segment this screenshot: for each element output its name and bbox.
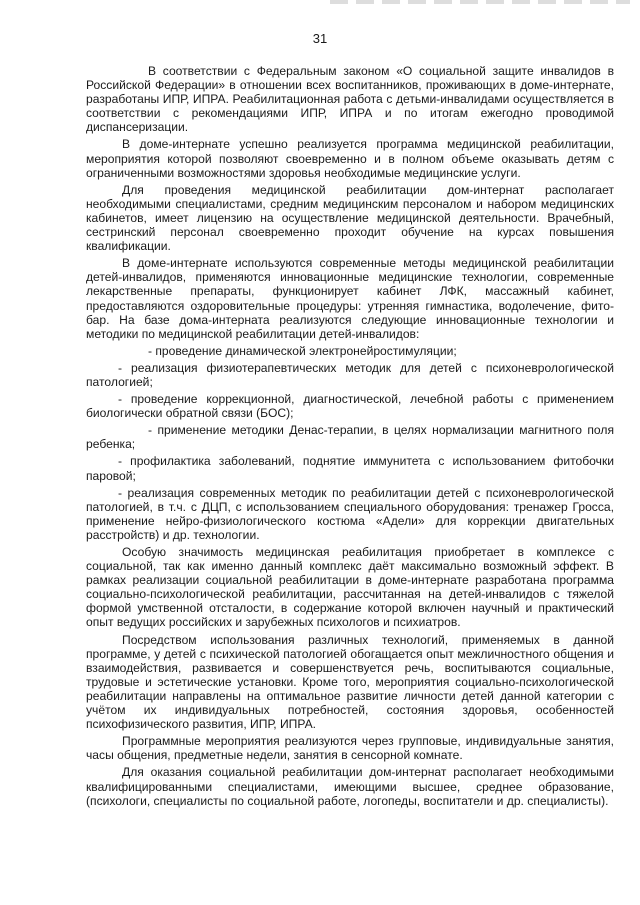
list-item: - проведение коррекционной, диагностической, лечебной работы с применением биологически обратной связи (БОС); (86, 392, 614, 421)
paragraph-technologies: Посредством использования различных технологий, применяемых в данной программе, у детей с психической патологией обогащается опыт межличностного общения и взаимодействия, развивается и совершенствуется речь, воспитываются социальные, трудовые и эстетические установки. Кроме того, мероприятия социально-психологической реабилитации направлены на оптимальное развитие личности детей данной категории с учётом их индивидуальных потребностей, состояния здоровья, особенностей психофизического развития, ИПР, ИПРА. (86, 632, 614, 732)
paragraph-federal-law: В соответствии с Федеральным законом «О социальной защите инвалидов в Российской Федерации» в отношении всех воспитанников, проживающих в доме-интернате, разработаны ИПР, ИПРА. Реабилитационная работа с детьми-инвалидами осуществляется в соответствии с рекомендациями ИПР, ИПРА и по итогам ежегодно проводимой диспансеризации. (86, 64, 614, 135)
paragraph-modern-methods: В доме-интернате используются современные методы медицинской реабилитации детей-инвалидов, применяются инновационные медицинские технологии, современные лекарственные препараты, функционирует кабинет ЛФК, массажный кабинет, предоставляются оздоровительные процедуры: утренняя гимнастика, водолечение, фито-бар. На базе дома-интерната реализуются следующие инновационные технологии и методики по медицинской реабилитации детей-инвалидов: (86, 256, 614, 341)
paragraph-specialists: Для проведения медицинской реабилитации дом-интернат располагает необходимыми специалистами, средним медицинским персоналом и набором медицинских кабинетов, имеет лицензию на осуществление медицинской деятельности. Врачебный, сестринский персонал своевременно проходит обучение на курсах повышения квалификации. (86, 182, 614, 254)
paragraph-program-activities: Программные мероприятия реализуются через групповые, индивидуальные занятия, часы общения, предметные недели, занятия в сенсорной комнате. (86, 734, 614, 763)
page-number: 31 (312, 31, 328, 46)
paragraph-qualified-staff: Для оказания социальной реабилитации дом-интернат располагает необходимыми квалифицированными специалистами, имеющими высшее, среднее образование, (психологи, специалисты по социальной работе, логопеды, воспитатели и др. специалисты). (86, 765, 614, 808)
document-body (86, 64, 614, 811)
list-item: - применение методики Денас-терапии, в целях нормализации магнитного поля ребенка; (86, 423, 614, 452)
paragraph-social-rehab: Особую значимость медицинская реабилитация приобретает в комплексе с социальной, так как именно данный комплекс даёт максимально возможный эффект. В рамках реализации социальной реабилитации в доме-интернате разработана программа социально-психологической реабилитации, рассчитанная на детей-инвалидов с тяжелой формой умственной отсталости, в содержание которой включен научный и практический опыт ведущих российских и зарубежных психологов и психиатров. (86, 545, 614, 630)
list-item: - проведение динамической электронейростимуляции; (148, 343, 457, 358)
list-item: - реализация современных методик по реабилитации детей с психоневрологической патологией, в т.ч. с ДЦП, с использованием специального оборудования: тренажер Гросса, применение нейро-физиологического костюма «Адели» для коррекции двигательных расстройств) и др. технологии. (86, 485, 614, 542)
paragraph-medical-program: В доме-интернате успешно реализуется программа медицинской реабилитации, мероприятия которой позволяют своевременно и в полном объеме оказывать детям с ограниченными возможностями здоровья необходимые медицинские услуги. (86, 137, 614, 180)
list-item: - профилактика заболеваний, поднятие иммунитета с использованием фитобочки паровой; (86, 454, 614, 483)
list-item: - реализация физиотерапевтических методик для детей с психоневрологической патологией; (86, 360, 614, 389)
scan-artifact (330, 0, 630, 4)
